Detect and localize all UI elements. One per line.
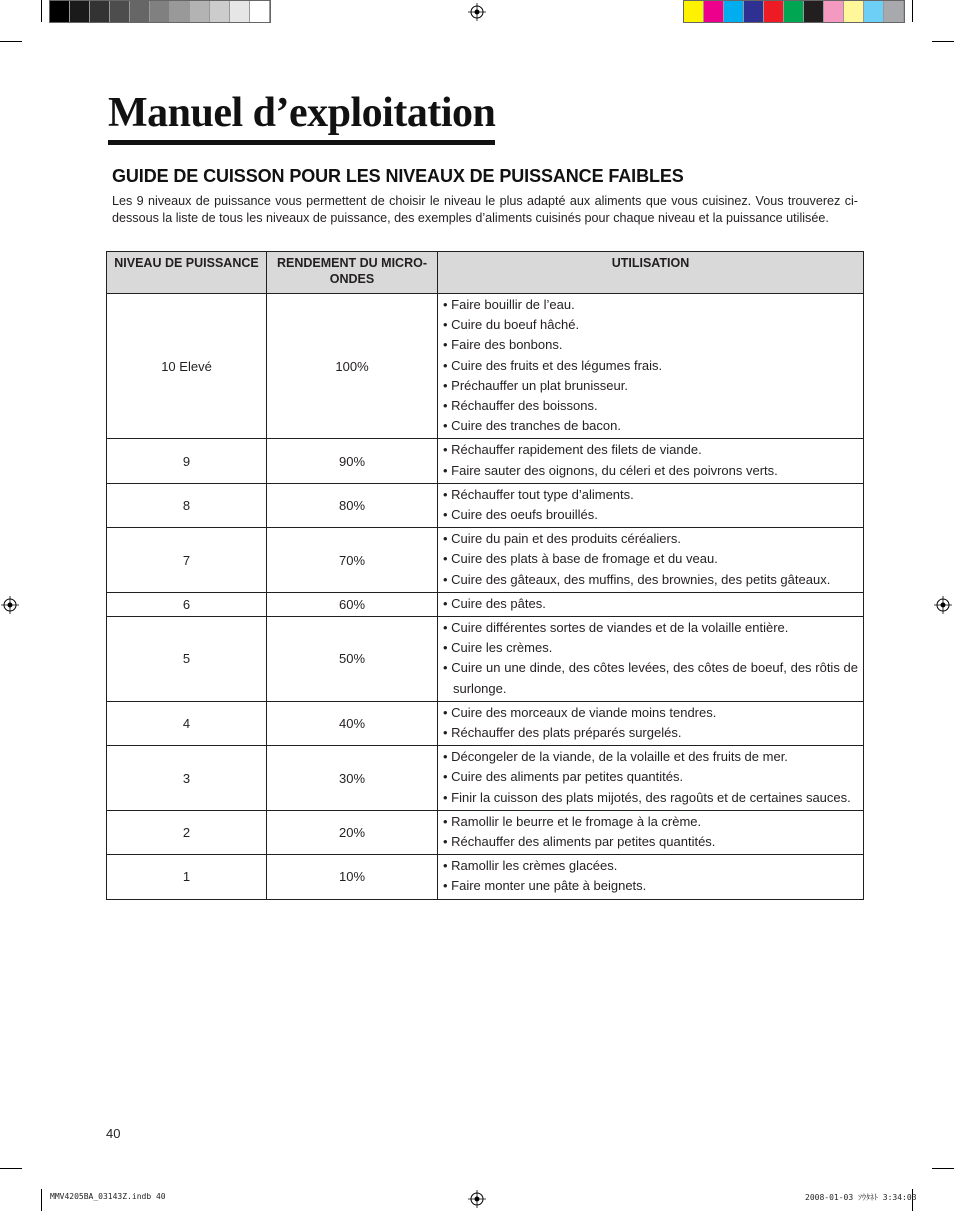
calibration-swatch: [210, 1, 230, 22]
use-cell: [438, 592, 864, 616]
power-level-cell: 8: [107, 483, 267, 527]
power-level-cell: 3: [107, 746, 267, 811]
table-row: [107, 746, 864, 811]
calibration-swatch: [230, 1, 250, 22]
output-cell: 100%: [267, 294, 438, 439]
power-level-cell: 10 Elevé: [107, 294, 267, 439]
list-item: • Cuire des oeufs brouillés.: [443, 507, 598, 523]
use-cell: [438, 439, 864, 483]
output-cell: 20%: [267, 810, 438, 854]
crop-mark: [932, 1168, 954, 1169]
use-cell: [438, 855, 864, 899]
output-cell: 50%: [267, 617, 438, 702]
list-item: • Cuire des pâtes.: [443, 595, 546, 611]
crop-mark: [0, 1168, 22, 1169]
use-list: [443, 856, 858, 896]
use-cell: [438, 701, 864, 745]
output-cell: 30%: [267, 746, 438, 811]
registration-mark-icon: [468, 1190, 486, 1208]
list-item: • Ramollir les crèmes glacées.: [443, 858, 618, 874]
table-row: [107, 592, 864, 616]
registration-mark-icon: [934, 596, 952, 614]
list-item: • Faire des bonbons.: [443, 337, 563, 353]
table-row: [107, 483, 864, 527]
calibration-swatch: [684, 1, 704, 22]
intro-paragraph: Les 9 niveaux de puissance vous permettent de choisir le niveau le plus adapté aux aliments que vous cuisinez. Vous trouverez ci-dessous la liste de tous les niveaux de puissance, des exemples d’aliments cuisinés pour chaque niveau et la puissance utilisée.: [112, 194, 858, 225]
list-item: • Cuire les crèmes.: [443, 640, 553, 656]
calibration-swatch: [70, 1, 90, 22]
list-item: • Cuire des plats à base de fromage et du veau.: [443, 551, 718, 567]
use-list: [443, 295, 858, 436]
calibration-swatch: [130, 1, 150, 22]
list-item: • Décongeler de la viande, de la volaille et des fruits de mer.: [443, 749, 788, 765]
calibration-swatch: [110, 1, 130, 22]
list-item: • Cuire du pain et des produits céréaliers.: [443, 531, 681, 547]
power-level-table: [106, 251, 864, 900]
calibration-swatch: [150, 1, 170, 22]
crop-mark: [41, 0, 42, 22]
power-level-cell: 1: [107, 855, 267, 899]
output-cell: 90%: [267, 439, 438, 483]
table-row: [107, 855, 864, 899]
table-header-row: [107, 252, 864, 294]
use-cell: [438, 617, 864, 702]
power-level-cell: 9: [107, 439, 267, 483]
date-slug: 2008-01-03 ｿｳﾀﾈﾄ 3:34:03: [805, 1193, 917, 1202]
calibration-swatch: [764, 1, 784, 22]
use-list: [443, 594, 858, 614]
use-cell: [438, 810, 864, 854]
list-item: • Faire bouillir de l’eau.: [443, 297, 575, 312]
calibration-swatch: [844, 1, 864, 22]
list-item: • Faire monter une pâte à beignets.: [443, 878, 647, 894]
use-cell: [438, 746, 864, 811]
list-item: • Réchauffer des plats préparés surgelés.: [443, 725, 682, 741]
use-list: [443, 440, 858, 480]
list-item: • Finir la cuisson des plats mijotés, des ragoûts et de certaines sauces.: [443, 789, 851, 805]
table-row: [107, 294, 864, 439]
crop-mark: [912, 0, 913, 22]
calibration-swatch: [90, 1, 110, 22]
crop-mark: [0, 41, 22, 42]
power-level-cell: 5: [107, 617, 267, 702]
crop-mark: [932, 41, 954, 42]
list-item: • Réchauffer rapidement des filets de viande.: [443, 442, 702, 458]
table-row: [107, 528, 864, 593]
calibration-swatch: [744, 1, 764, 22]
use-list: [443, 529, 858, 590]
table-row: [107, 701, 864, 745]
list-item: • Cuire du boeuf hâché.: [443, 317, 580, 333]
use-list: [443, 703, 858, 743]
power-level-cell: 4: [107, 701, 267, 745]
calibration-swatch: [250, 1, 270, 22]
table-row: [107, 617, 864, 702]
grayscale-calibration-bar: [49, 0, 271, 23]
use-list: [443, 485, 858, 525]
use-list: [443, 747, 858, 808]
list-item: • Faire sauter des oignons, du céleri et des poivrons verts.: [443, 462, 778, 478]
calibration-swatch: [884, 1, 904, 22]
list-item: • Réchauffer des aliments par petites quantités.: [443, 834, 716, 850]
crop-mark: [41, 1189, 42, 1211]
header-microwave-output: RENDEMENT DU MICRO-ONDES: [267, 252, 438, 294]
power-level-cell: 7: [107, 528, 267, 593]
table-row: [107, 439, 864, 483]
list-item: • Cuire des aliments par petites quantités.: [443, 769, 684, 785]
use-list: [443, 812, 858, 852]
section-heading: GUIDE DE CUISSON POUR LES NIVEAUX DE PUISSANCE FAIBLES: [112, 166, 684, 186]
use-cell: [438, 294, 864, 439]
calibration-swatch: [50, 1, 70, 22]
registration-mark-icon: [1, 596, 19, 614]
use-cell: [438, 528, 864, 593]
list-item: • Cuire différentes sortes de viandes et de la volaille entière.: [443, 620, 789, 636]
table-row: [107, 810, 864, 854]
output-cell: 40%: [267, 701, 438, 745]
list-item: • Cuire des gâteaux, des muffins, des brownies, des petits gâteaux.: [443, 571, 831, 587]
list-item: • Réchauffer tout type d’aliments.: [443, 486, 634, 502]
page-number: 40: [106, 1126, 121, 1141]
power-level-cell: 2: [107, 810, 267, 854]
list-item: • Réchauffer des boissons.: [443, 398, 598, 414]
calibration-swatch: [170, 1, 190, 22]
power-level-cell: 6: [107, 592, 267, 616]
calibration-swatch: [704, 1, 724, 22]
calibration-swatch: [804, 1, 824, 22]
use-list: [443, 618, 858, 699]
output-cell: 60%: [267, 592, 438, 616]
page-title: Manuel d’exploitation: [108, 90, 495, 145]
calibration-swatch: [724, 1, 744, 22]
list-item: • Cuire des fruits et des légumes frais.: [443, 357, 663, 373]
registration-mark-icon: [468, 3, 486, 21]
output-cell: 10%: [267, 855, 438, 899]
output-cell: 80%: [267, 483, 438, 527]
file-slug: MMV4205BA_03143Z.indb 40: [50, 1192, 166, 1201]
color-calibration-bar: [683, 0, 905, 23]
list-item: • Ramollir le beurre et le fromage à la crème.: [443, 813, 702, 829]
list-item: • Préchauffer un plat brunisseur.: [443, 377, 628, 393]
list-item: • Cuire des tranches de bacon.: [443, 418, 621, 434]
use-cell: [438, 483, 864, 527]
table-body: [107, 294, 864, 900]
output-cell: 70%: [267, 528, 438, 593]
header-power-level: NIVEAU DE PUISSANCE: [107, 252, 267, 294]
calibration-swatch: [784, 1, 804, 22]
list-item: • Cuire un une dinde, des côtes levées, des côtes de boeuf, des rôtis de surlonge.: [443, 660, 858, 696]
calibration-swatch: [824, 1, 844, 22]
list-item: • Cuire des morceaux de viande moins tendres.: [443, 704, 717, 720]
calibration-swatch: [190, 1, 210, 22]
calibration-swatch: [864, 1, 884, 22]
header-use: UTILISATION: [438, 252, 864, 294]
